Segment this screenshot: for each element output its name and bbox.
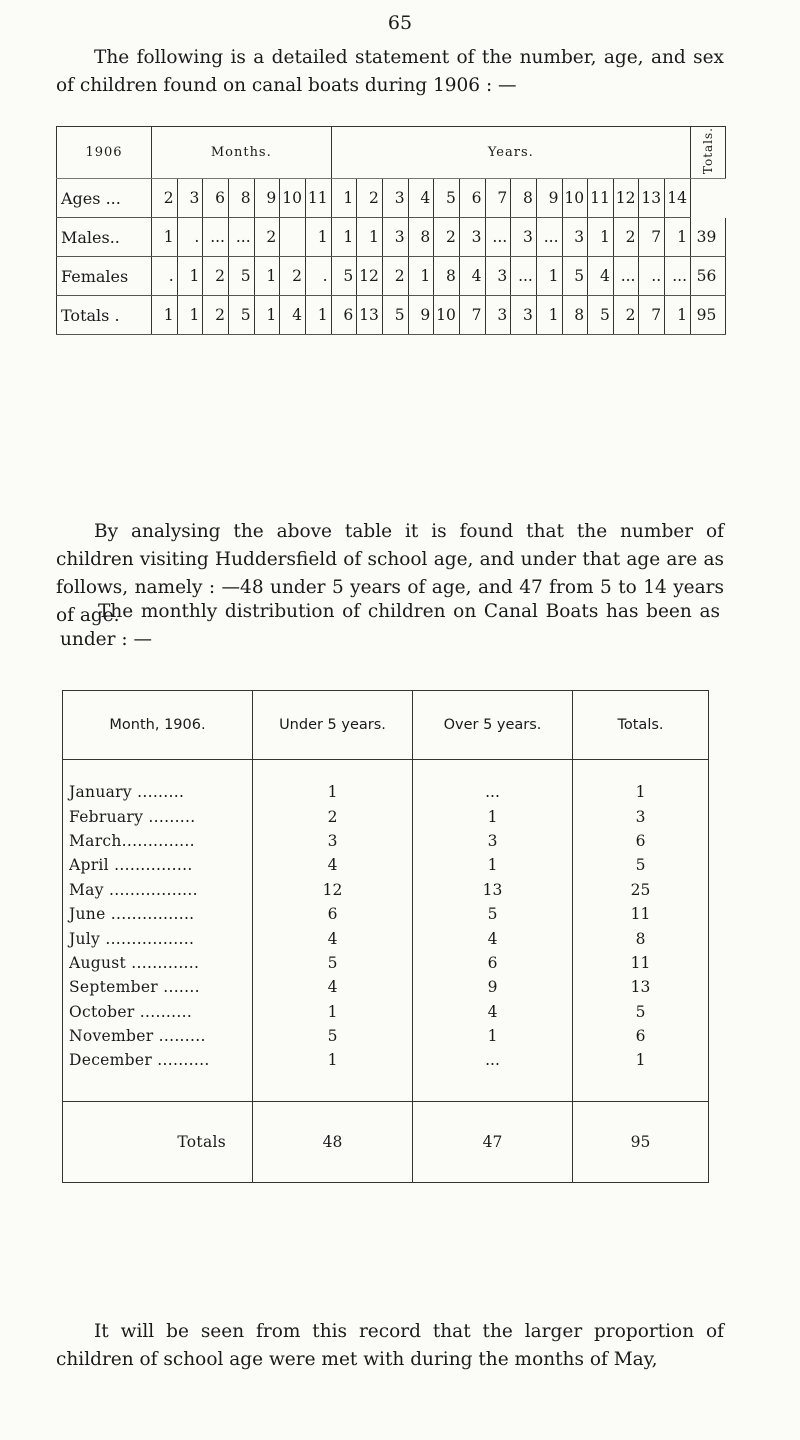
count-cell: 4 [588, 257, 614, 296]
month-row [63, 1024, 709, 1048]
age-header-cell: 3 [177, 179, 203, 218]
age-header-cell: 7 [485, 179, 511, 218]
month-row [63, 975, 709, 999]
over-5-count: 1 [413, 853, 573, 877]
count-cell: 3 [562, 218, 588, 257]
under-5-count: 4 [253, 975, 413, 999]
row-label: Males.. [57, 218, 152, 257]
count-cell: 5 [562, 257, 588, 296]
row-total: 95 [691, 296, 726, 335]
month-total: 6 [573, 1024, 709, 1048]
month-row [63, 829, 709, 853]
month-row [63, 760, 709, 805]
totals-under-5: 48 [253, 1101, 413, 1182]
count-cell: 3 [459, 218, 485, 257]
under-5-count: 12 [253, 878, 413, 902]
month-row [63, 926, 709, 950]
count-cell: 1 [536, 296, 562, 335]
age-header-cell: 11 [305, 179, 331, 218]
month-name: January ......... [63, 760, 253, 805]
monthly-paragraph [60, 598, 720, 654]
row-total: 39 [691, 218, 726, 257]
month-total: 13 [573, 975, 709, 999]
age-header-cell: 2 [357, 179, 383, 218]
age-header-cell: 4 [408, 179, 434, 218]
month-total: 11 [573, 951, 709, 975]
count-cell: 2 [382, 257, 408, 296]
age-header-cell: 6 [459, 179, 485, 218]
over-5-count: 13 [413, 878, 573, 902]
totals-header-cell [691, 127, 726, 179]
month-name: July ................. [63, 926, 253, 950]
over-5-count: 4 [413, 1000, 573, 1024]
count-cell: . [305, 257, 331, 296]
count-cell: 10 [434, 296, 460, 335]
month-row [63, 951, 709, 975]
count-cell: 8 [562, 296, 588, 335]
month-name: April ............... [63, 853, 253, 877]
analysis-text: By analysing the above table it is found that the number of children visiting Huddersfield of school age, and under that age are as follows, namely : —48 under 5 years of age, and 47 from 5 to 14 years of age. [56, 521, 724, 626]
count-cell: 1 [177, 257, 203, 296]
count-cell: 2 [280, 257, 306, 296]
over-5-count: 9 [413, 975, 573, 999]
over-5-count: 1 [413, 804, 573, 828]
age-table-row [57, 218, 726, 257]
month-name: February ......... [63, 804, 253, 828]
years-header: Years. [331, 127, 690, 179]
over-5-count: 4 [413, 926, 573, 950]
count-cell: 1 [254, 257, 280, 296]
month-total: 5 [573, 1000, 709, 1024]
age-header-cell: 11 [588, 179, 614, 218]
month-row [63, 1048, 709, 1101]
count-cell: 2 [613, 296, 639, 335]
age-header-cell: 10 [280, 179, 306, 218]
intro-paragraph [56, 44, 724, 100]
header-over-5: Over 5 years. [413, 691, 573, 760]
monthly-table-header [63, 691, 709, 760]
month-total: 1 [573, 1048, 709, 1101]
header-under-5: Under 5 years. [253, 691, 413, 760]
age-table-row [57, 179, 726, 218]
count-cell: 7 [639, 218, 665, 257]
year-label: 1906 [57, 127, 152, 179]
over-5-count: 6 [413, 951, 573, 975]
closing-text: It will be seen from this record that the larger proportion of children of school age were met with during the months of May, [56, 1321, 724, 1370]
count-cell: 13 [357, 296, 383, 335]
count-cell: .. [639, 257, 665, 296]
totals-total: 95 [573, 1101, 709, 1182]
age-header-cell: 6 [203, 179, 229, 218]
age-header-cell: 1 [331, 179, 357, 218]
count-cell: 1 [177, 296, 203, 335]
count-cell: 2 [203, 257, 229, 296]
count-cell: 4 [280, 296, 306, 335]
count-cell: 2 [434, 218, 460, 257]
age-header-cell: 13 [639, 179, 665, 218]
count-cell: 1 [536, 257, 562, 296]
count-cell: 12 [357, 257, 383, 296]
count-cell: ... [203, 218, 229, 257]
header-totals: Totals. [573, 691, 709, 760]
under-5-count: 6 [253, 902, 413, 926]
age-table-row [57, 296, 726, 335]
month-name: December .......... [63, 1048, 253, 1101]
count-cell: 1 [588, 218, 614, 257]
month-total: 11 [573, 902, 709, 926]
months-header: Months. [152, 127, 332, 179]
count-cell: 5 [228, 296, 254, 335]
month-row [63, 853, 709, 877]
month-row [63, 902, 709, 926]
count-cell: 7 [459, 296, 485, 335]
count-cell: ... [511, 257, 537, 296]
count-cell: 7 [639, 296, 665, 335]
count-cell: 8 [434, 257, 460, 296]
month-name: September ....... [63, 975, 253, 999]
count-cell: ... [485, 218, 511, 257]
age-header-cell: 14 [665, 179, 691, 218]
age-header-cell: 8 [511, 179, 537, 218]
age-table-row [57, 257, 726, 296]
month-name: August ............. [63, 951, 253, 975]
count-cell: 2 [203, 296, 229, 335]
month-total: 3 [573, 804, 709, 828]
header-month: Month, 1906. [63, 691, 253, 760]
count-cell: 1 [152, 218, 178, 257]
count-cell: ... [665, 257, 691, 296]
age-sex-table [56, 126, 726, 335]
under-5-count: 5 [253, 1024, 413, 1048]
month-row [63, 804, 709, 828]
month-name: June ................ [63, 902, 253, 926]
under-5-count: 5 [253, 951, 413, 975]
count-cell: ... [228, 218, 254, 257]
count-cell: 8 [408, 218, 434, 257]
under-5-count: 2 [253, 804, 413, 828]
age-header-cell: 12 [613, 179, 639, 218]
count-cell: 3 [485, 257, 511, 296]
count-cell: 6 [331, 296, 357, 335]
under-5-count: 1 [253, 1048, 413, 1101]
count-cell: 1 [665, 218, 691, 257]
age-header-cell: 3 [382, 179, 408, 218]
intro-text: The following is a detailed statement of the number, age, and sex of children found on canal boats during 1906 : — [56, 47, 724, 96]
age-table-header [57, 127, 726, 179]
count-cell: 4 [459, 257, 485, 296]
totals-over-5: 47 [413, 1101, 573, 1182]
count-cell: 1 [357, 218, 383, 257]
row-label: Ages ... [57, 179, 152, 218]
month-row [63, 1000, 709, 1024]
count-cell: 1 [331, 218, 357, 257]
count-cell: . [177, 218, 203, 257]
count-cell: 5 [588, 296, 614, 335]
count-cell: 1 [254, 296, 280, 335]
under-5-count: 1 [253, 1000, 413, 1024]
monthly-text: The monthly distribution of children on Canal Boats has been as under : — [60, 601, 720, 650]
page-number: 65 [387, 12, 413, 34]
count-cell: 5 [228, 257, 254, 296]
count-cell: 3 [485, 296, 511, 335]
count-cell: . [152, 257, 178, 296]
month-name: May ................. [63, 878, 253, 902]
over-5-count: ... [413, 1048, 573, 1101]
count-cell: ... [613, 257, 639, 296]
over-5-count: 1 [413, 1024, 573, 1048]
under-5-count: 1 [253, 760, 413, 805]
over-5-count: 3 [413, 829, 573, 853]
row-label: Females [57, 257, 152, 296]
count-cell: 2 [613, 218, 639, 257]
month-name: March.............. [63, 829, 253, 853]
age-header-cell: 2 [152, 179, 178, 218]
count-cell: 5 [382, 296, 408, 335]
age-header-cell: 9 [254, 179, 280, 218]
month-total: 8 [573, 926, 709, 950]
count-cell: 9 [408, 296, 434, 335]
month-total: 1 [573, 760, 709, 805]
count-cell: 1 [152, 296, 178, 335]
over-5-count: 5 [413, 902, 573, 926]
count-cell: 1 [665, 296, 691, 335]
month-row [63, 878, 709, 902]
age-header-cell: 9 [536, 179, 562, 218]
under-5-count: 3 [253, 829, 413, 853]
under-5-count: 4 [253, 853, 413, 877]
totals-header: Totals. [701, 127, 715, 175]
age-header-cell: 5 [434, 179, 460, 218]
monthly-totals-row [63, 1101, 709, 1182]
month-total: 25 [573, 878, 709, 902]
row-total: 56 [691, 257, 726, 296]
count-cell: 3 [511, 218, 537, 257]
count-cell: ... [536, 218, 562, 257]
count-cell: 2 [254, 218, 280, 257]
monthly-distribution-table [62, 690, 709, 1183]
count-cell: 3 [511, 296, 537, 335]
totals-label: Totals [63, 1101, 253, 1182]
over-5-count: ... [413, 760, 573, 805]
row-label: Totals . [57, 296, 152, 335]
closing-paragraph [56, 1318, 724, 1374]
count-cell: 1 [305, 218, 331, 257]
month-name: October .......... [63, 1000, 253, 1024]
count-cell: 5 [331, 257, 357, 296]
count-cell: 1 [305, 296, 331, 335]
month-total: 6 [573, 829, 709, 853]
month-name: November ......... [63, 1024, 253, 1048]
count-cell [280, 218, 306, 257]
count-cell: 1 [408, 257, 434, 296]
age-header-cell: 10 [562, 179, 588, 218]
age-header-cell: 8 [228, 179, 254, 218]
month-total: 5 [573, 853, 709, 877]
count-cell: 3 [382, 218, 408, 257]
under-5-count: 4 [253, 926, 413, 950]
